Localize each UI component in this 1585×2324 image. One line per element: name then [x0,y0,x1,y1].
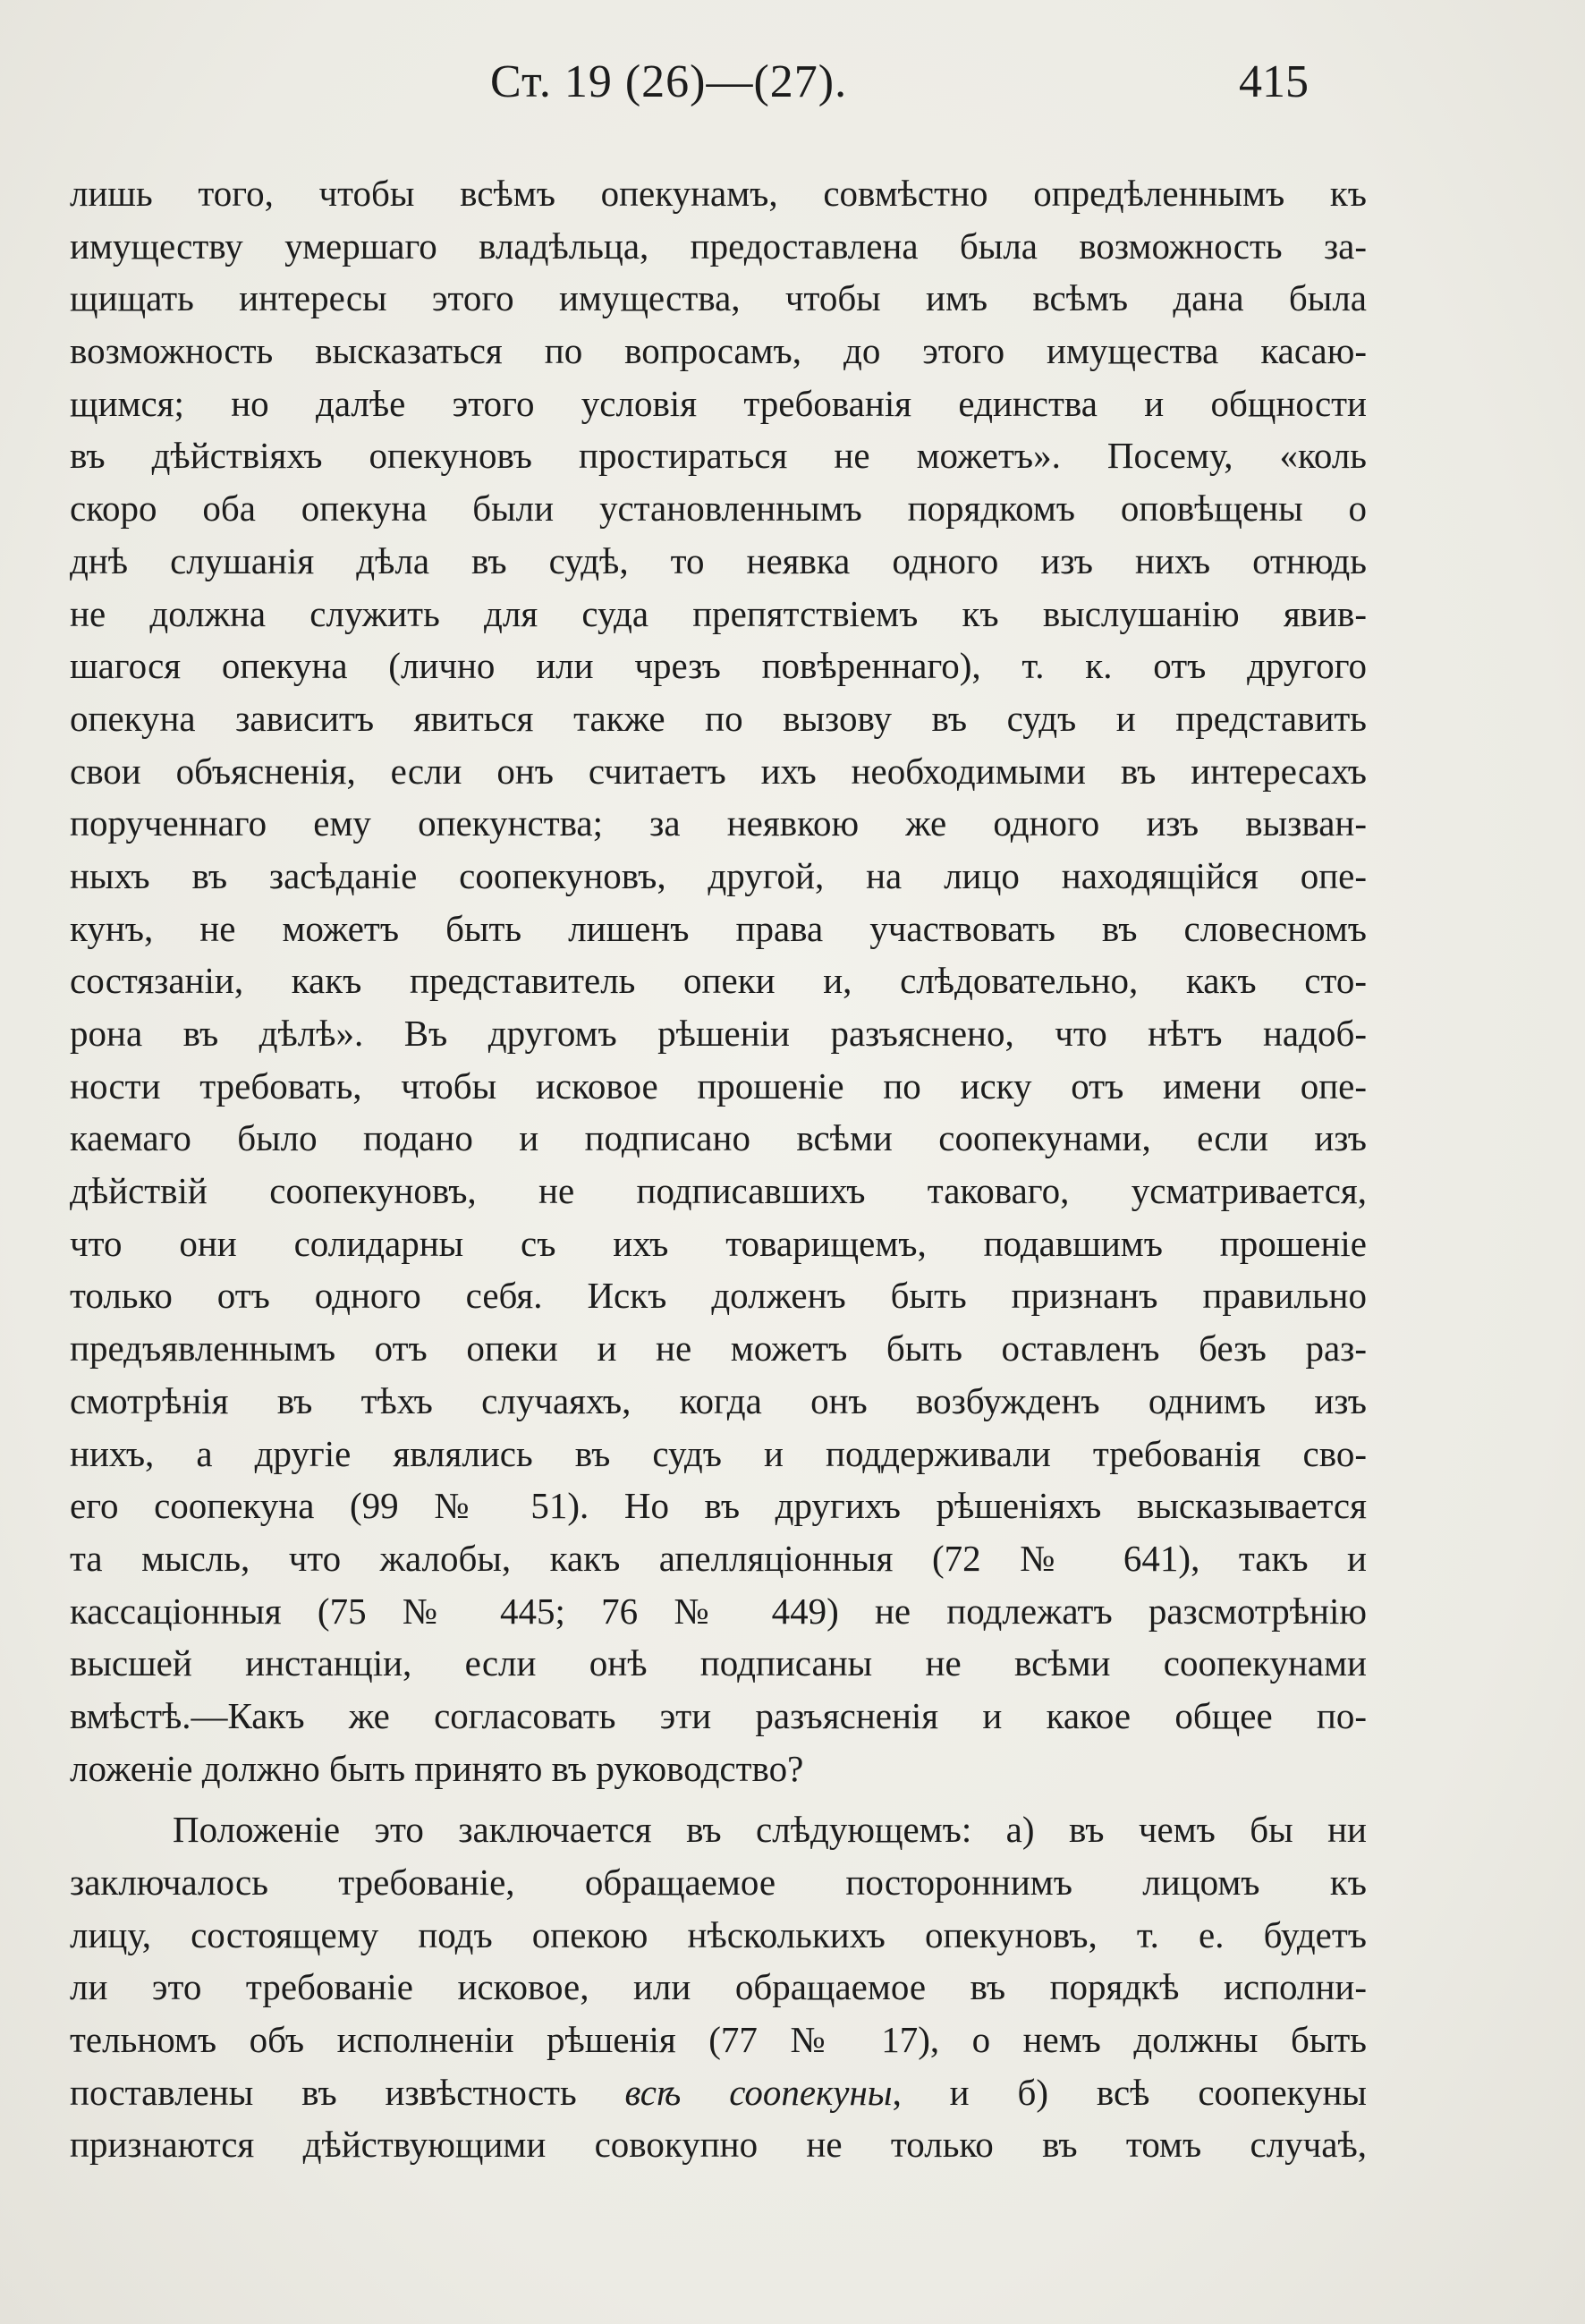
text-line: кассаціонныя (75 № 445; 76 № 449) не подлежатъ разсмотрѣнію [70,1590,1367,1632]
text-line: лишь того, чтобы всѣмъ опекунамъ, совмѣстно опредѣленнымъ къ [70,173,1367,214]
text-line: его соопекуна (99 № 51). Но въ другихъ рѣшеніяхъ высказывается [70,1485,1367,1527]
text-line: состязаніи, какъ представитель опеки и, слѣдовательно, какъ сто- [70,960,1367,1002]
text-line: высшей инстанціи, если онѣ подписаны не всѣми соопекунами [70,1642,1367,1684]
text-line: заключалось требованіе, обращаемое постороннимъ лицомъ къ [70,1862,1367,1903]
text-line: порученнаго ему опекунства; за неявкою же одного изъ вызван- [70,802,1367,844]
running-head: Ст. 19 (26)—(27). [490,56,848,107]
paragraph-gap [70,1794,1367,1803]
text-line: признаются дѣйствующими совокупно не только въ томъ случаѣ, [70,2124,1367,2166]
text-line: опекуна зависитъ явиться также по вызову въ судъ и представить [70,697,1367,739]
text-line: только отъ одного себя. Искъ долженъ быть признанъ правильно [70,1275,1367,1317]
text-line: Положеніе это заключается въ слѣдующемъ: а) въ чемъ бы ни [173,1809,1367,1851]
text-line: дѣйствій соопекуновъ, не подписавшихъ таковаго, усматривается, [70,1170,1367,1212]
text-line: та мысль, что жалобы, какъ апелляціонныя (72 № 641), такъ и [70,1537,1367,1579]
text-line: лицу, состоящему подъ опекою нѣсколькихъ опекуновъ, т. е. будетъ [70,1913,1367,1955]
text-line: что они солидарны съ ихъ товарищемъ, подавшимъ прошеніе [70,1222,1367,1264]
text-line: не должна служить для суда препятствіемъ къ выслушанію явив- [70,592,1367,634]
text-line: щимся; но далѣе этого условія требованія единства и общности [70,382,1367,424]
text-run: поставлены въ извѣстность [70,2071,625,2113]
page-header [0,55,1585,118]
text-line: имуществу умершаго владѣльца, предоставлена была возможность за- [70,225,1367,267]
text-line: рона въ дѣлѣ». Въ другомъ рѣшеніи разъяснено, что нѣтъ надоб- [70,1013,1367,1054]
paragraph-2 [70,1803,1367,2171]
text-line: въ дѣйствіяхъ опекуновъ простираться не можетъ». Посему, «коль [70,435,1367,477]
text-line: смотрѣнія въ тѣхъ случаяхъ, когда онъ возбужденъ однимъ изъ [70,1379,1367,1421]
text-line: ныхъ въ засѣданіе соопекуновъ, другой, на лицо находящійся опе- [70,854,1367,896]
text-line: кунъ, не можетъ быть лишенъ права участвовать въ словесномъ [70,907,1367,949]
text-line: ности требовать, чтобы исковое прошеніе по иску отъ имени опе- [70,1064,1367,1107]
text-line: каемаго было подано и подписано всѣми соопекунами, если изъ [70,1117,1367,1159]
paragraph-1 [70,167,1367,1794]
text-line: ли это требованіе исковое, или обращаемое въ порядкѣ исполни- [70,1966,1367,2008]
page-number: 415 [1239,56,1309,107]
text-line: ложеніе должно быть принято въ руководство? [70,1747,804,1789]
text-line: предъявленнымъ отъ опеки и не можетъ быть оставленъ безъ раз- [70,1327,1367,1370]
emphasized-text: всѣ соопекуны [624,2071,893,2113]
text-run: , и б) всѣ соопекуны [892,2071,1367,2113]
text-line: днѣ слушанія дѣла въ судѣ, то неявка одного изъ нихъ отнюдь [70,539,1367,581]
text-line: шагося опекуна (лично или чрезъ повѣреннаго), т. к. отъ другого [70,645,1367,687]
text-line: нихъ, а другіе являлись въ судъ и поддерживали требованія сво- [70,1432,1367,1474]
text-line: тельномъ объ исполненіи рѣшенія (77 № 17), о немъ должны быть [70,2019,1367,2061]
text-line-with-emphasis [70,2066,1367,2119]
text-line: возможность высказаться по вопросамъ, до этого имущества касаю- [70,330,1367,372]
text-line: вмѣстѣ.—Какъ же согласовать эти разъясненія и какое общее по- [70,1694,1367,1736]
text-line: щищать интересы этого имущества, чтобы имъ всѣмъ дана была [70,277,1367,319]
text-line: свои объясненія, если онъ считаетъ ихъ необходимыми въ интересахъ [70,750,1367,792]
text-line: скоро оба опекуна были установленнымъ порядкомъ оповѣщены о [70,488,1367,530]
body-text [70,167,1367,2171]
